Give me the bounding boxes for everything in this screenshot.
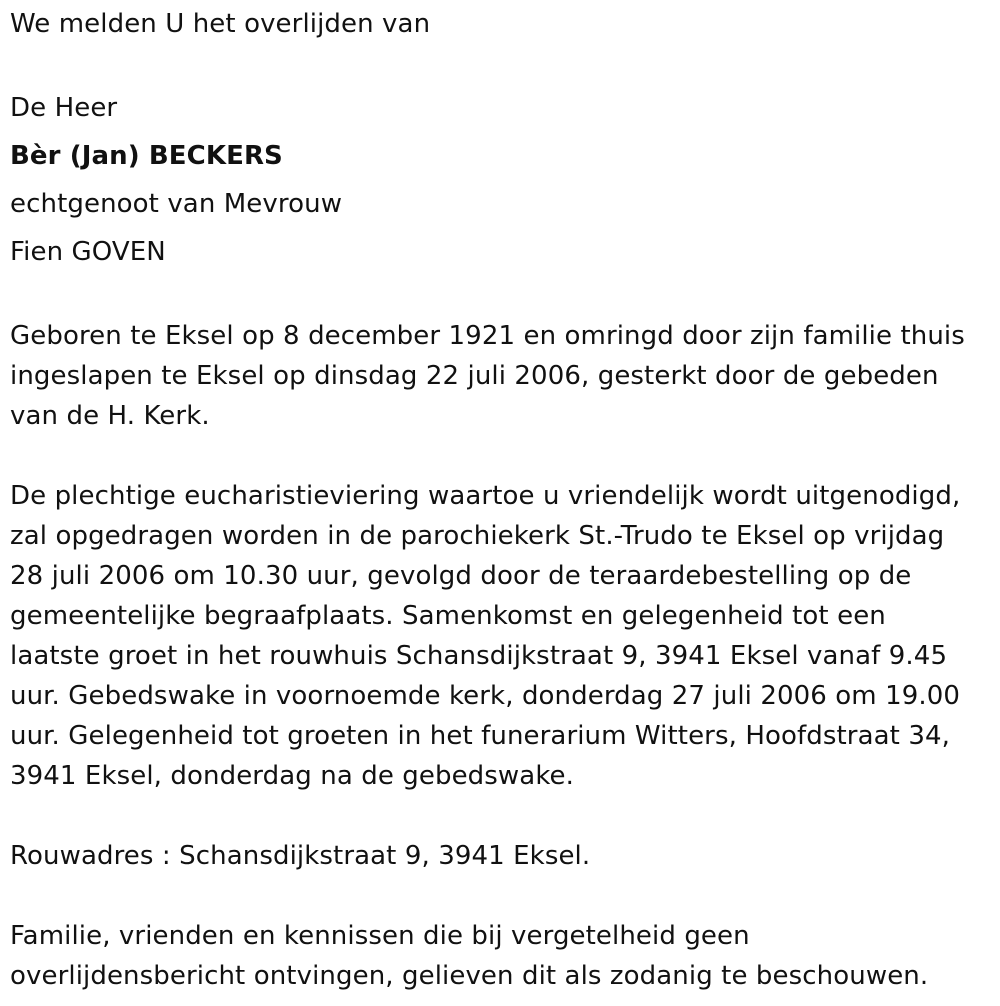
honorific: De Heer <box>10 93 118 123</box>
spacer <box>10 796 990 836</box>
paragraph-line: ingeslapen te Eksel op dinsdag 22 juli 2006, gesterkt door de gebeden <box>10 361 939 391</box>
intro-text: We melden U het overlijden van <box>10 9 431 39</box>
mourning-address: Rouwadres : Schansdijkstraat 9, 3941 Eksel. <box>10 841 591 871</box>
birth-death-paragraph <box>10 316 990 436</box>
spacer <box>10 276 990 316</box>
closing-paragraph <box>10 916 990 996</box>
spouse-name: Fien GOVEN <box>10 237 166 267</box>
spacer <box>10 876 990 916</box>
deceased-name: Bèr (Jan) BECKERS <box>10 141 283 171</box>
ceremony-paragraph <box>10 476 990 796</box>
paragraph-line: uur. Gebedswake in voornoemde kerk, donderdag 27 juli 2006 om 19.00 <box>10 681 960 711</box>
paragraph-line: laatste groet in het rouwhuis Schansdijkstraat 9, 3941 Eksel vanaf 9.45 <box>10 641 948 671</box>
paragraph-line: 28 juli 2006 om 10.30 uur, gevolgd door de teraardebestelling op de <box>10 561 912 591</box>
paragraph-line: zal opgedragen worden in de parochiekerk St.-Trudo te Eksel op vrijdag <box>10 521 945 551</box>
paragraph-line: Familie, vrienden en kennissen die bij vergetelheid geen <box>10 921 750 951</box>
death-announcement <box>10 4 990 996</box>
paragraph-line: 3941 Eksel, donderdag na de gebedswake. <box>10 761 575 791</box>
paragraph-line: uur. Gelegenheid tot groeten in het funerarium Witters, Hoofdstraat 34, <box>10 721 950 751</box>
spouse-line: echtgenoot van Mevrouw <box>10 189 343 219</box>
paragraph-line: Geboren te Eksel op 8 december 1921 en omringd door zijn familie thuis <box>10 321 965 351</box>
spacer <box>10 436 990 476</box>
paragraph-line: van de H. Kerk. <box>10 401 210 431</box>
paragraph-line: De plechtige eucharistieviering waartoe u vriendelijk wordt uitgenodigd, <box>10 481 961 511</box>
spacer <box>10 44 990 84</box>
deceased-block <box>10 84 990 276</box>
paragraph-line: overlijdensbericht ontvingen, gelieven dit als zodanig te beschouwen. <box>10 961 929 991</box>
paragraph-line: gemeentelijke begraafplaats. Samenkomst en gelegenheid tot een <box>10 601 886 631</box>
